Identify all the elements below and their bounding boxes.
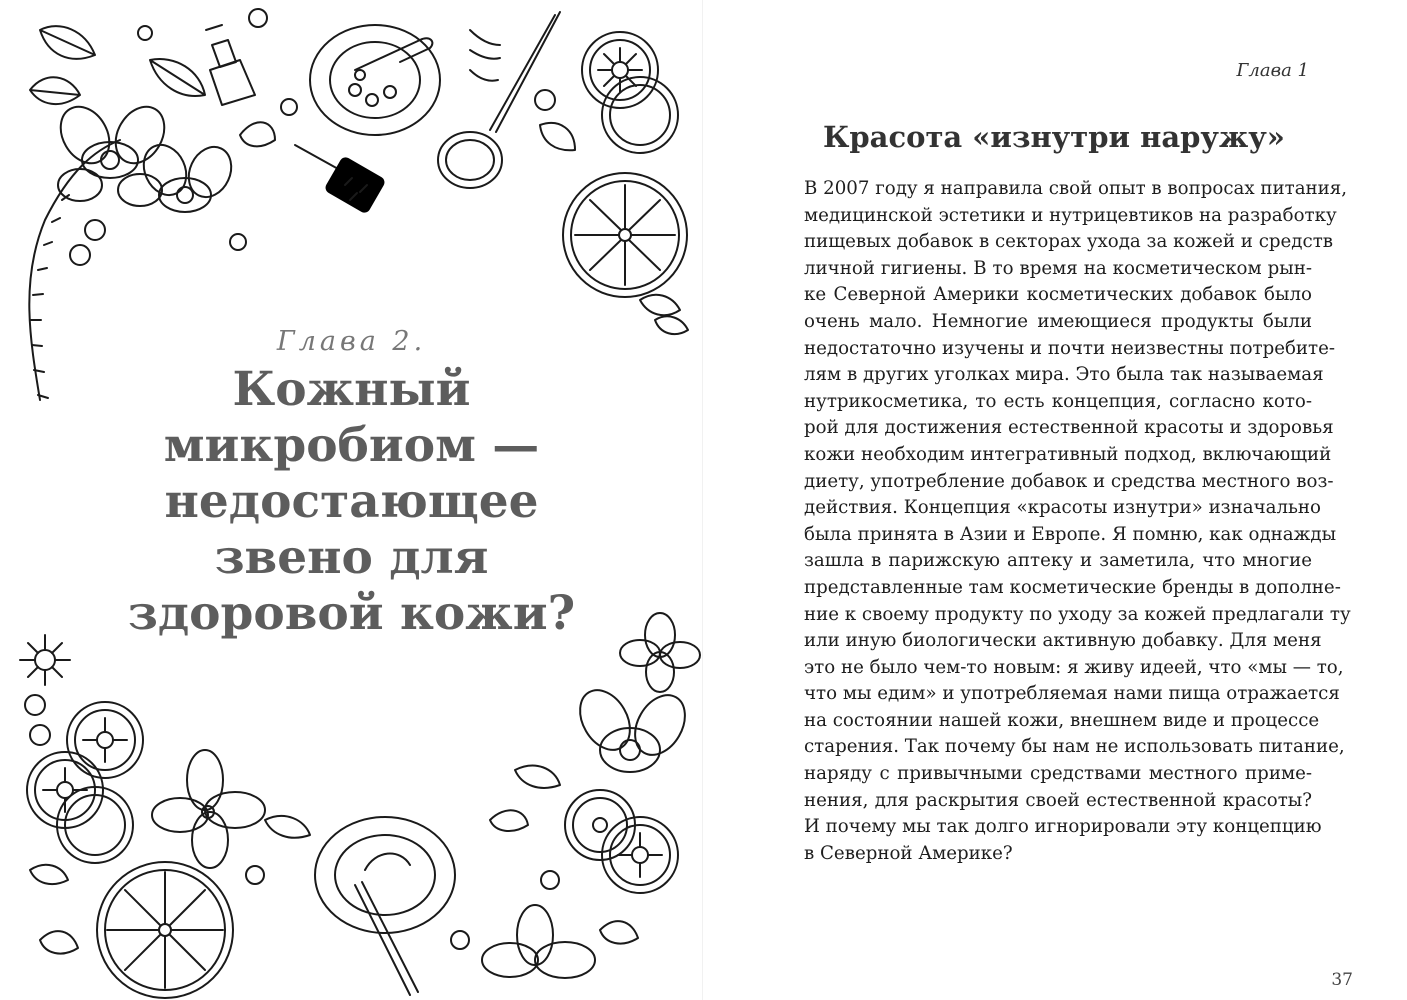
leaf-icon — [150, 59, 205, 96]
section-title: Красота «изнутри наружу» — [823, 120, 1285, 154]
body-line: это не было чем-то новым: я живу идеей, что «мы — то, — [804, 656, 1344, 678]
body-line: в Северной Америке? — [804, 842, 1013, 864]
body-line: кожи необходим интегративный подход, включающий — [804, 443, 1332, 465]
body-line: недостаточно изучены и почти неизвестны потребите- — [804, 337, 1336, 359]
body-line: И почему мы так долго игнорировали эту концепцию — [804, 816, 1322, 838]
body-line: рой для достижения естественной красоты и здоровья — [804, 417, 1334, 439]
mortar-icon — [315, 817, 455, 933]
vine-stem-icon — [29, 140, 120, 400]
leaf-icon — [240, 122, 275, 146]
leaf-icon — [540, 123, 575, 150]
cucumber-slice-icon — [67, 702, 143, 778]
chapter-title — [110, 362, 593, 642]
chapter-title-line: Кожный — [232, 362, 471, 417]
page-number: 37 — [1331, 970, 1353, 990]
berry-icon — [70, 9, 555, 265]
cucumber-slice-icon — [582, 32, 658, 108]
flower-icon — [482, 905, 595, 978]
cucumber-slice-icon — [57, 787, 133, 863]
cucumber-slice-icon — [602, 77, 678, 153]
leaf-icon — [470, 30, 500, 81]
leaf-icon — [40, 26, 95, 59]
bottom-botanical-illustration — [0, 610, 703, 1000]
body-line: диету, употребление добавок и средства местного воз- — [804, 470, 1334, 492]
body-line: В 2007 году я направила свой опыт в вопросах питания, — [804, 178, 1348, 199]
body-line: на состоянии нашей кожи, внешнем виде и процессе — [804, 709, 1320, 731]
spoon-icon — [355, 882, 418, 995]
flower-icon — [620, 613, 700, 692]
chapter-label: Глава 2. — [276, 326, 427, 357]
chapter-title-line: здоровой кожи? — [127, 586, 576, 641]
leaf-icon — [490, 810, 528, 831]
chapter-title-line: микробиом — — [163, 418, 540, 473]
spoon-icon — [438, 12, 560, 188]
body-line: действия. Концепция «красоты изнутри» изначально — [804, 497, 1321, 519]
orchid-icon — [570, 681, 695, 772]
body-line: старения. Так почему бы нам не использовать питание, — [804, 736, 1345, 758]
mortar-icon — [310, 25, 440, 135]
running-head: Глава 1 — [1236, 60, 1309, 81]
bottle-icon — [206, 25, 255, 105]
body-line: ке Северной Америки косметических добавок было — [804, 284, 1312, 306]
leaf-icon — [265, 816, 310, 838]
scoop-icon — [295, 145, 387, 215]
leaf-icon — [600, 921, 638, 943]
body-line: лям в других уголках мира. Это была так называемая — [804, 364, 1324, 386]
chapter-title-line: недостающее — [164, 474, 539, 529]
body-line: ние к своему продукту по уходу за кожей предлагали ту — [804, 603, 1351, 625]
body-line: была принята в Азии и Европе. Я помню, как однажды — [804, 523, 1337, 545]
body-line: или иную биологически активную добавку. Для меня — [804, 630, 1322, 652]
body-line: наряду с привычными средствами местного приме- — [804, 763, 1312, 785]
flower-icon — [20, 635, 70, 685]
cucumber-slice-icon — [602, 817, 678, 893]
body-paragraph — [804, 176, 1351, 867]
top-botanical-illustration — [0, 0, 703, 420]
body-line: нения, для раскрытия своей естественной красоты? — [804, 789, 1312, 811]
cucumber-slice-icon — [27, 752, 103, 828]
body-line: пищевых добавок в секторах ухода за кожей и средств — [804, 231, 1333, 253]
body-line: зашла в парижскую аптеку и заметила, что многие — [804, 550, 1312, 572]
body-line: нутрикосметика, то есть концепция, согласно кото- — [804, 390, 1312, 412]
body-line: представленные там косметические бренды в дополне- — [804, 576, 1341, 598]
leaf-icon — [515, 766, 560, 788]
citrus-slice-icon — [563, 173, 687, 297]
flower-icon — [152, 750, 265, 868]
leaf-icon — [640, 295, 680, 315]
body-line: медицинской эстетики и нутрицевтиков на разработку — [804, 204, 1337, 226]
leaf-icon — [30, 865, 68, 884]
left-page — [0, 0, 703, 1000]
right-page — [703, 0, 1407, 1000]
cucumber-slice-icon — [565, 790, 635, 860]
leaf-icon — [30, 77, 80, 104]
orchid-icon — [51, 98, 174, 206]
body-line: личной гигиены. В то время на косметическом рын- — [804, 257, 1312, 279]
chapter-title-line: звено для — [214, 530, 489, 585]
citrus-slice-icon — [97, 862, 233, 998]
berry-icon — [25, 695, 559, 949]
body-line: очень мало. Немногие имеющиеся продукты были — [804, 310, 1312, 332]
leaf-icon — [40, 931, 78, 953]
orchid-icon — [136, 138, 239, 212]
body-line: что мы едим» и употребляемая нами пища отражается — [804, 683, 1340, 705]
